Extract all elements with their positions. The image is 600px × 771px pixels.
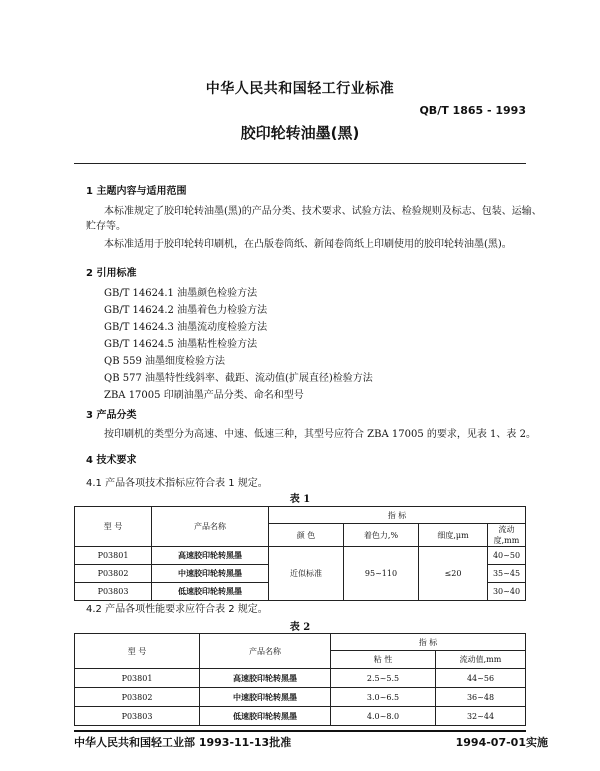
reference-item [104, 369, 373, 384]
reference-code: GB/T 14624.5 [104, 339, 174, 350]
table-row [75, 669, 526, 688]
section-4-1-text: 4.1 产品各项技术指标应符合表 1 规定。 [86, 478, 268, 489]
section-3-paragraph: 按印刷机的类型分为高速、中速、低速三种，其型号应符合 ZBA 17005 的要求，见表 1、表 2。 [104, 429, 536, 440]
table-2-tack: 2.5~5.5 [331, 669, 436, 688]
footer-divider [74, 730, 526, 732]
table-row [75, 547, 526, 565]
table-2-tack: 4.0~8.0 [331, 707, 436, 726]
reference-code: QB 577 [104, 373, 142, 384]
table-row [75, 688, 526, 707]
table-2-header-flow-value: 流动值,mm [436, 651, 526, 669]
table-1-caption: 表 1 [289, 494, 311, 505]
table-1 [74, 506, 526, 601]
table-1-fineness-value: ≤20 [419, 547, 488, 601]
table-2-model: P03802 [75, 688, 200, 707]
document-title: 胶印轮转油墨(黑) [240, 124, 360, 142]
table-1-model: P03801 [75, 547, 152, 565]
reference-code: QB 559 [104, 356, 142, 367]
table-2-product-name: 低速胶印轮转黑墨 [200, 707, 331, 726]
table-1-product-name: 中速胶印轮转黑墨 [152, 565, 269, 583]
reference-code: GB/T 14624.2 [104, 305, 174, 316]
reference-code: GB/T 14624.3 [104, 322, 174, 333]
reference-code: GB/T 14624.1 [104, 288, 174, 299]
reference-name: 油墨着色力检验方法 [177, 305, 268, 316]
table-1-color-value: 近似标准 [269, 547, 344, 601]
table-row [75, 707, 526, 726]
reference-name: 油墨流动度检验方法 [177, 322, 268, 333]
reference-name: 油墨细度检验方法 [145, 356, 225, 367]
reference-item [104, 301, 267, 316]
section-1-heading: 1 主题内容与适用范围 [86, 186, 187, 197]
section-4-heading: 4 技术要求 [86, 455, 137, 466]
reference-name: 油墨粘性检验方法 [177, 339, 258, 350]
reference-item [104, 352, 225, 367]
table-1-header-name: 产品名称 [152, 507, 269, 547]
reference-name: 油墨特性线斜率、截距、流动值(扩展直径)检验方法 [145, 373, 373, 384]
table-1-header-strength: 着色力,% [344, 524, 419, 547]
approval-line: 中华人民共和国轻工业部 1993-11-13批准 [74, 736, 292, 749]
table-1-header-flow: 流动度,mm [488, 524, 526, 547]
table-2-product-name: 高速胶印轮转黑墨 [200, 669, 331, 688]
implementation-date: 1994-07-01实施 [455, 736, 548, 749]
table-2-header-name: 产品名称 [200, 634, 331, 669]
table-2-header-index: 指 标 [331, 634, 526, 651]
table-1-model: P03802 [75, 565, 152, 583]
table-2-flow-value: 44~56 [436, 669, 526, 688]
table-2-product-name: 中速胶印轮转黑墨 [200, 688, 331, 707]
reference-item [104, 386, 304, 401]
section-3-heading: 3 产品分类 [86, 410, 137, 421]
table-1-model: P03803 [75, 583, 152, 601]
section-1-paragraph-1: 本标准规定了胶印轮转油墨(黑)的产品分类、技术要求、试验方法、检验规则及标志、包装、运输、贮存等。 [86, 206, 542, 232]
table-1-flow: 30~40 [488, 583, 526, 601]
title-divider [74, 163, 526, 164]
table-2-caption: 表 2 [289, 622, 311, 633]
table-2-tack: 3.0~6.5 [331, 688, 436, 707]
reference-item [104, 318, 267, 333]
reference-name: 油墨颜色检验方法 [177, 288, 258, 299]
table-1-header-index: 指 标 [269, 507, 526, 524]
reference-name: 印刷油墨产品分类、命名和型号 [163, 390, 304, 401]
table-2-flow-value: 36~48 [436, 688, 526, 707]
section-1-paragraph-2: 本标准适用于胶印轮转印刷机，在凸版卷筒纸、新闻卷筒纸上印刷使用的胶印轮转油墨(黑)。 [104, 239, 512, 250]
table-2-model: P03801 [75, 669, 200, 688]
standard-organization: 中华人民共和国轻工行业标准 [205, 81, 395, 97]
table-1-strength-value: 95~110 [344, 547, 419, 601]
table-2-header-tack: 粘 性 [331, 651, 436, 669]
reference-code: ZBA 17005 [104, 390, 161, 401]
reference-item [104, 335, 257, 350]
table-2-flow-value: 32~44 [436, 707, 526, 726]
table-1-flow: 35~45 [488, 565, 526, 583]
table-1-header-color: 颜 色 [269, 524, 344, 547]
table-2-model: P03803 [75, 707, 200, 726]
table-2-header-model: 型 号 [75, 634, 200, 669]
table-1-flow: 40~50 [488, 547, 526, 565]
reference-item [104, 284, 257, 299]
table-1-header-model: 型 号 [75, 507, 152, 547]
table-1-product-name: 高速胶印轮转黑墨 [152, 547, 269, 565]
table-1-product-name: 低速胶印轮转黑墨 [152, 583, 269, 601]
table-2 [74, 633, 526, 726]
standard-code: QB/T 1865 - 1993 [419, 104, 526, 117]
section-4-2-text: 4.2 产品各项性能要求应符合表 2 规定。 [86, 604, 268, 615]
section-2-heading: 2 引用标准 [86, 268, 137, 279]
table-1-header-fineness: 细度,μm [419, 524, 488, 547]
